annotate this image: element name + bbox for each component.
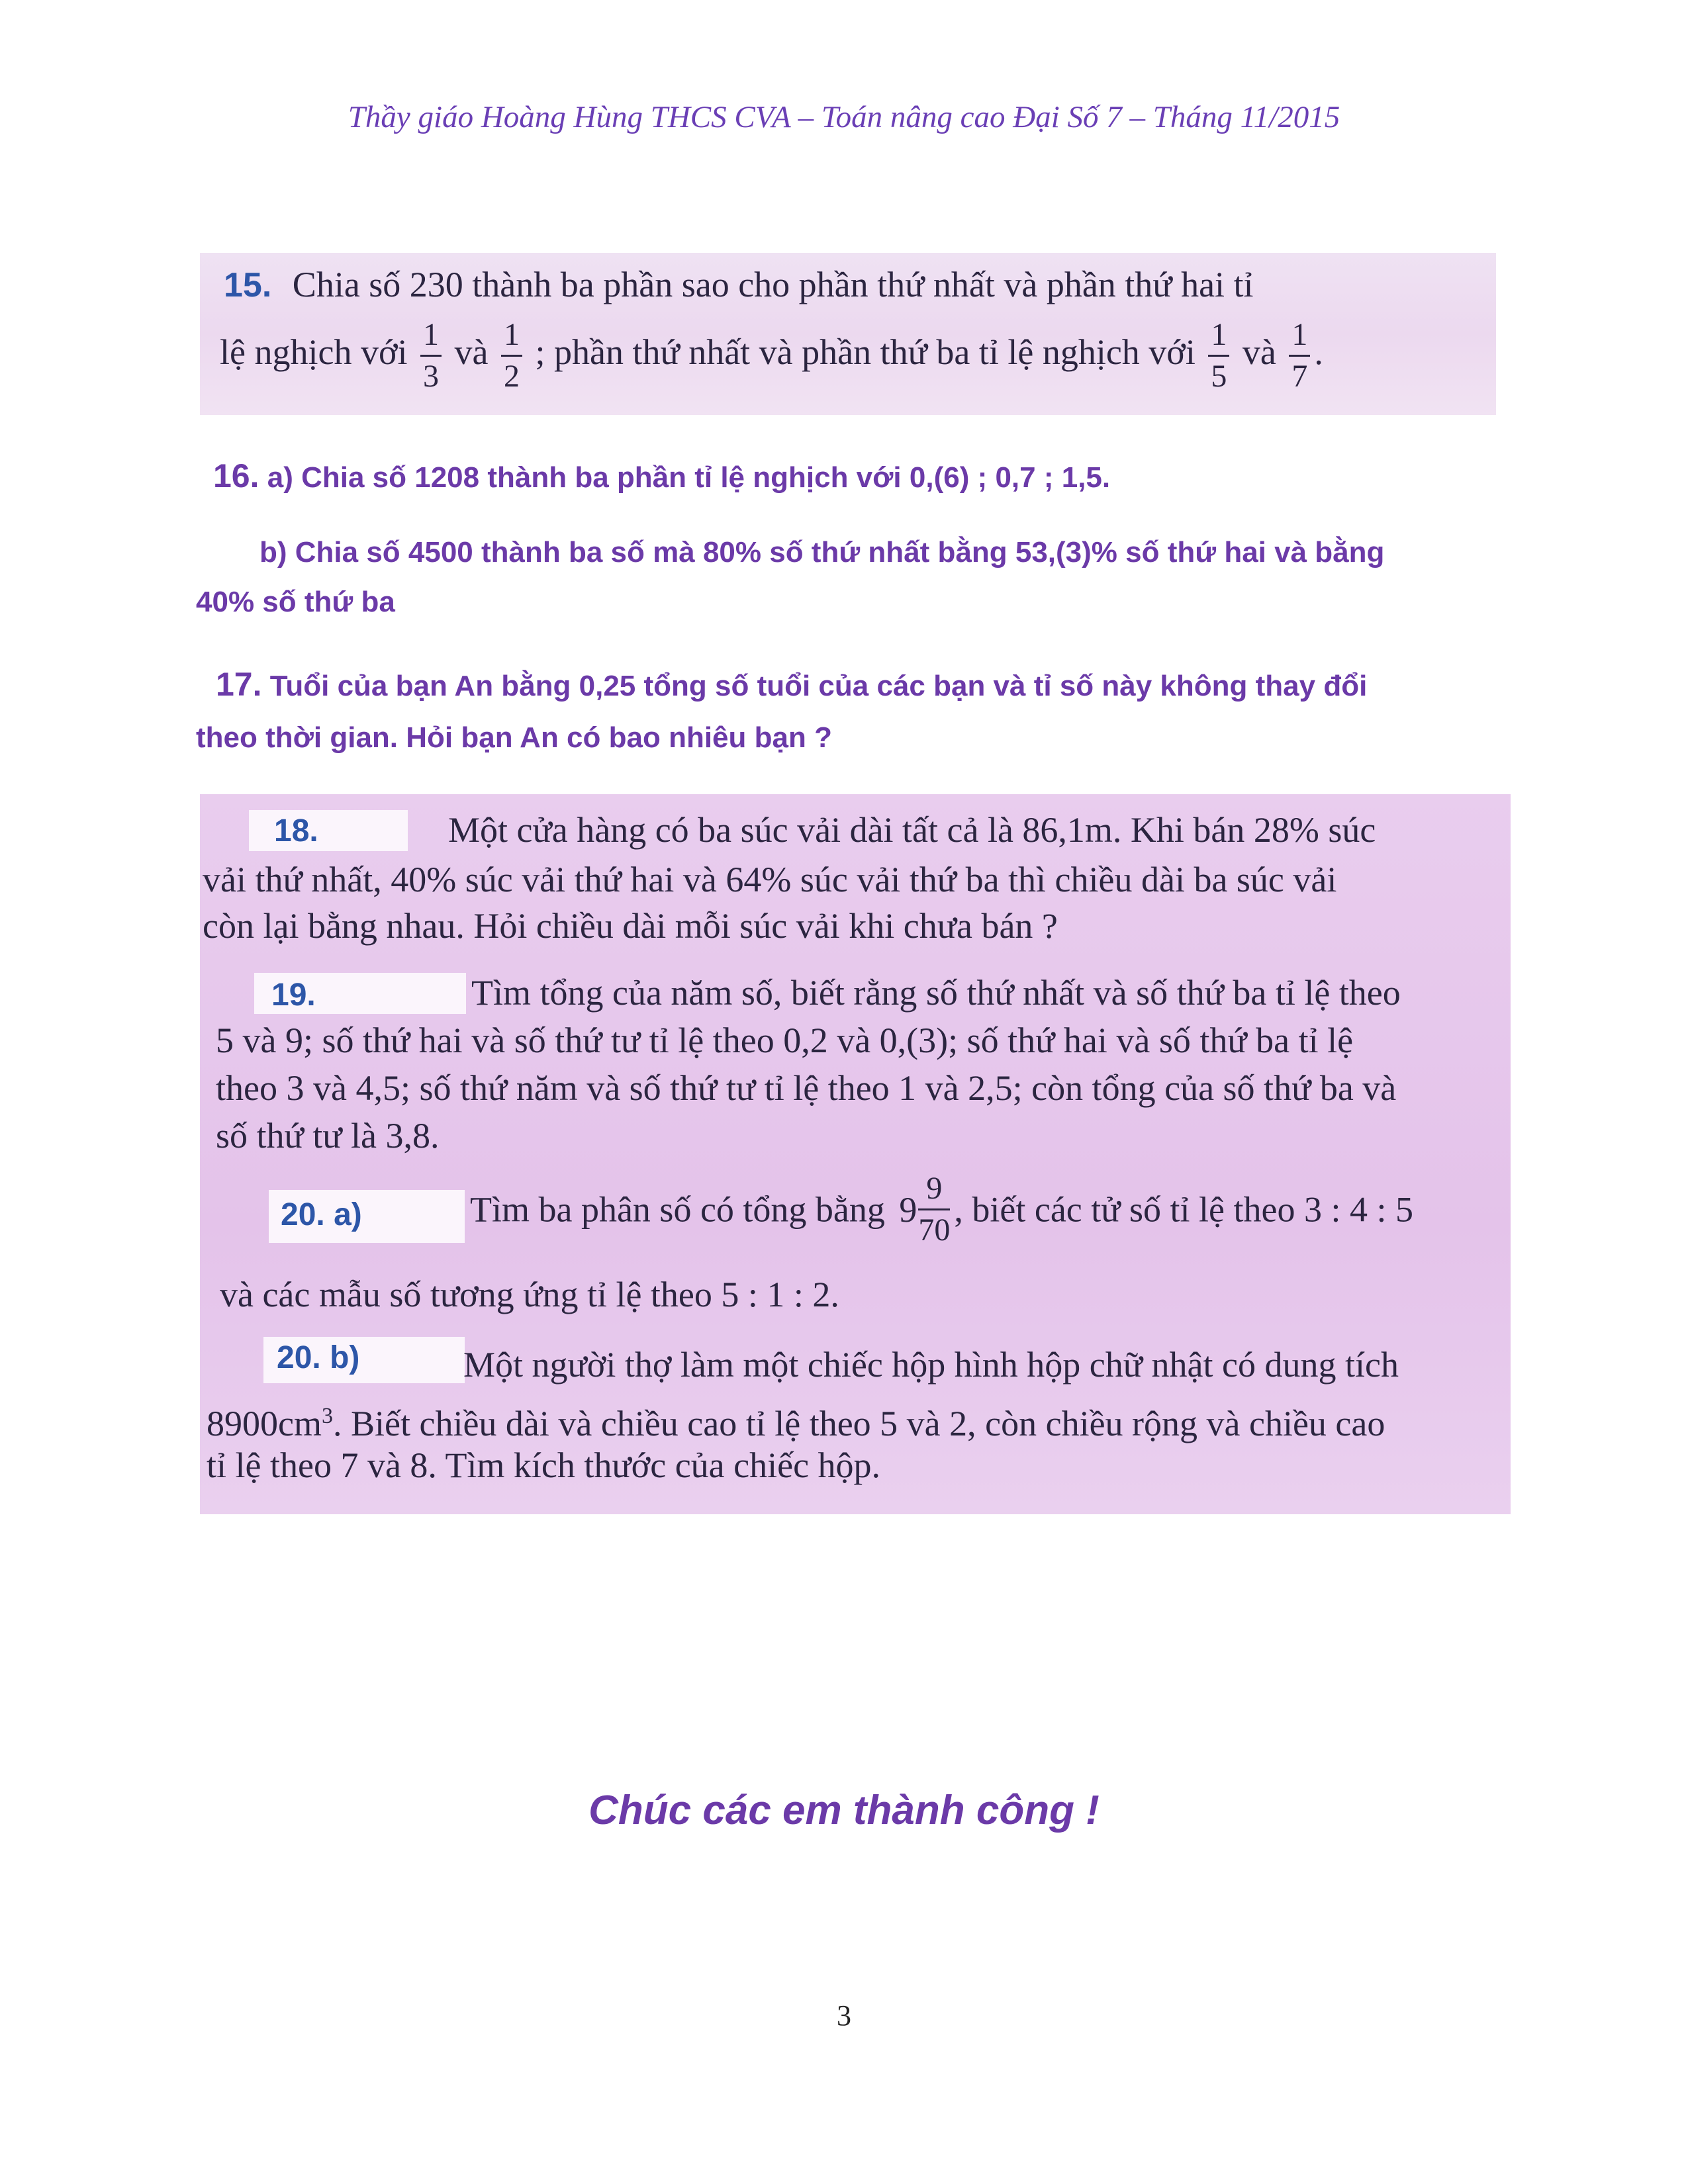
problem-19-line1: Tìm tổng của năm số, biết rằng số thứ nhất và số thứ ba tỉ lệ theo: [471, 973, 1401, 1013]
problem-20b-line2: [207, 1394, 1385, 1446]
problem-16-number: 16.: [213, 457, 259, 494]
problem-17-line1: [216, 665, 1367, 704]
problem-15-and1: và: [454, 332, 489, 372]
problem-20a-line1: [470, 1173, 1413, 1246]
problem-15-number: 15.: [224, 266, 272, 304]
problem-20a-number: 20. a): [281, 1197, 362, 1232]
problem-15-text2b: ; phần thứ nhất và phần thứ ba tỉ lệ nghịch với: [535, 332, 1196, 372]
problem-18-line1: Một cửa hàng có ba súc vải dài tất cả là 86,1m. Khi bán 28% súc: [448, 810, 1376, 850]
problem-20b-number: 20. b): [277, 1340, 360, 1375]
problem-16b-line2: 40% số thứ ba: [196, 586, 395, 618]
page-number: 3: [837, 1999, 851, 2032]
problem-18-line2: vải thứ nhất, 40% súc vải thứ hai và 64% súc vải thứ ba thì chiều dài ba súc vải: [203, 860, 1337, 899]
problem-19-line2: 5 và 9; số thứ hai và số thứ tư tỉ lệ theo 0,2 và 0,(3); số thứ hai và số thứ ba tỉ lệ: [216, 1021, 1354, 1060]
problem-19-number: 19.: [271, 978, 316, 1013]
problem-19-line4: số thứ tư là 3,8.: [216, 1116, 440, 1156]
problem-16a-text: a) Chia số 1208 thành ba phần tỉ lệ nghịch với 0,(6) ; 0,7 ; 1,5.: [267, 461, 1111, 494]
problem-19-line3: theo 3 và 4,5; số thứ năm và số thứ tư tỉ lệ theo 1 và 2,5; còn tổng của số thứ ba và: [216, 1068, 1397, 1108]
problem-15-line2: [220, 319, 1323, 392]
problem-20a-text1b: , biết các tử số tỉ lệ theo 3 : 4 : 5: [954, 1189, 1414, 1230]
problem-15-end: .: [1314, 332, 1323, 372]
problem-20b-line3: tỉ lệ theo 7 và 8. Tìm kích thước của chiếc hộp.: [207, 1445, 881, 1485]
mixed-number-whole: 9: [899, 1189, 917, 1230]
problem-15-text1: Chia số 230 thành ba phần sao cho phần thứ nhất và phần thứ hai tỉ: [292, 265, 1254, 304]
fraction-nine-seventieths: $\frac{9}{70}$: [918, 1171, 951, 1248]
problem-18-number-box: [249, 810, 408, 851]
problem-17-number: 17.: [216, 666, 262, 703]
problem-15-text2a: lệ nghịch với: [220, 332, 408, 372]
problem-16b-line1: b) Chia số 4500 thành ba số mà 80% số thứ nhất bằng 53,(3)% số thứ hai và bằng: [259, 536, 1385, 569]
page-header: Thầy giáo Hoàng Hùng THCS CVA – Toán nâng cao Đại Số 7 – Tháng 11/2015: [348, 100, 1340, 134]
problem-20a-line2: và các mẫu số tương ứng tỉ lệ theo 5 : 1 : 2.: [220, 1275, 839, 1314]
closing-message: Chúc các em thành công !: [588, 1788, 1100, 1833]
problem-18-number: 18.: [274, 813, 318, 848]
fraction-one-third: $\frac{1}{3}$: [420, 319, 442, 392]
superscript-3: 3: [321, 1404, 333, 1428]
fraction-one-half: $\frac{1}{2}$: [501, 319, 522, 392]
problem-20b-line1: Một người thợ làm một chiếc hộp hình hộp chữ nhật có dung tích: [463, 1345, 1399, 1385]
fraction-one-fifth: $\frac{1}{5}$: [1208, 319, 1229, 392]
fraction-one-seventh: $\frac{1}{7}$: [1289, 319, 1310, 392]
problem-18-line3: còn lại bằng nhau. Hỏi chiều dài mỗi súc vải khi chưa bán ?: [203, 906, 1058, 946]
problem-20b-text2a: 8900cm: [207, 1404, 322, 1443]
problem-17-text1: Tuổi của bạn An bằng 0,25 tổng số tuổi của các bạn và tỉ số này không thay đổi: [269, 670, 1368, 702]
problem-20b-text2b: . Biết chiều dài và chiều cao tỉ lệ theo 5 và 2, còn chiều rộng và chiều cao: [332, 1404, 1385, 1443]
problems-18-20-block: [200, 794, 1511, 1514]
problem-15-line1: [224, 262, 1254, 308]
problem-20a-text1a: Tìm ba phân số có tổng bằng: [470, 1189, 885, 1230]
problem-15-and2: và: [1242, 332, 1276, 372]
problem-16a: [213, 457, 1110, 495]
problem-15-block: [200, 253, 1496, 415]
problem-17-line2: theo thời gian. Hỏi bạn An có bao nhiêu bạn ?: [196, 721, 832, 754]
